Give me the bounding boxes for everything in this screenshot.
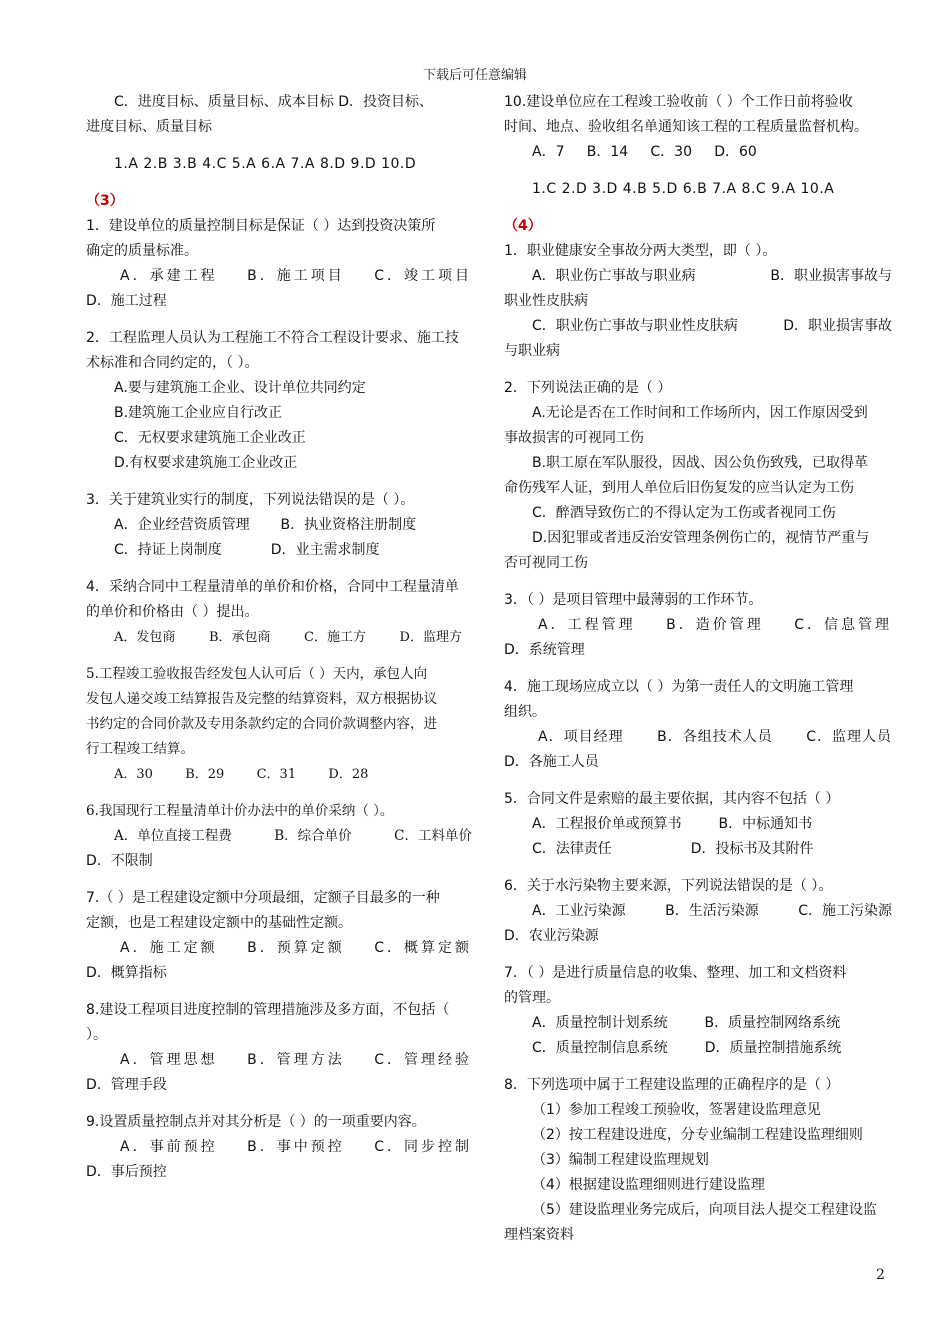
- question-text: 8.建设工程项目进度控制的管理措施涉及多方面，不包括（: [86, 1002, 450, 1018]
- option-d: D．农业污染源: [504, 928, 599, 944]
- question-text: 7．（ ）是进行质量信息的收集、整理、加工和文档资料: [504, 965, 847, 981]
- option-a: A．承建工程: [120, 268, 218, 284]
- question-4-1: [504, 239, 892, 364]
- question-text: 1．职业健康安全事故分两大类型，即（ ）。: [504, 243, 777, 259]
- question-text: 确定的质量标准。: [86, 243, 198, 259]
- option-a: A．施工定额: [120, 940, 218, 956]
- option-d: D．质量控制措施系统: [704, 1040, 842, 1056]
- option-b: B．中标通知书: [718, 816, 813, 832]
- option-d: D．事后预控: [86, 1164, 167, 1180]
- question-text: 8．下列选项中属于工程建设监理的正确程序的是（ ）: [504, 1077, 840, 1093]
- option-d: D.因犯罪或者违反治安管理条例伤亡的，视情节严重与: [532, 530, 870, 546]
- options-row: [86, 264, 472, 289]
- question-text: 4．施工现场应成立以（ ）为第一责任人的文明施工管理: [504, 679, 854, 695]
- option-d: D．系统管理: [504, 642, 585, 658]
- option-a: A．发包商: [114, 630, 176, 645]
- options-row: [86, 936, 472, 961]
- question-text: 时间、地点、验收组名单通知该工程的工程质量监督机构。: [504, 119, 868, 135]
- question-3-3: [86, 488, 472, 563]
- options-row: [86, 538, 472, 563]
- page-number: 2: [876, 1267, 885, 1283]
- answer-key-prev: 1.A 2.B 3.B 4.C 5.A 6.A 7.A 8.D 9.D 10.D: [114, 156, 417, 172]
- list-item: （5）建设监理业务完成后，向项目法人提交工程建设监: [532, 1202, 877, 1218]
- options-row: [86, 1048, 472, 1073]
- option-b: B．施工项目: [247, 268, 345, 284]
- option-c: C．监理人员: [806, 729, 892, 745]
- option-d: D．投标书及其附件: [690, 841, 814, 857]
- option-d: D．业主需求制度: [270, 542, 380, 558]
- question-4-3: [504, 588, 892, 663]
- question-4-8: [504, 1073, 892, 1248]
- question-text: 发包人递交竣工结算报告及完整的结算资料，双方根据协议: [86, 691, 437, 707]
- option-c: C．概算定额: [374, 940, 472, 956]
- option-c: C．质量控制信息系统: [532, 1040, 668, 1056]
- option-b: B．综合单价: [274, 828, 352, 844]
- list-item: （3）编制工程建设监理规划: [532, 1152, 709, 1168]
- question-text: 3．（ ）是项目管理中最薄弱的工作环节。: [504, 592, 763, 608]
- options-row: [86, 1135, 472, 1160]
- option-b: B．质量控制网络系统: [704, 1015, 841, 1031]
- prev-question-options-line2: 进度目标、质量目标: [86, 119, 212, 135]
- question-text: 10.建设单位应在工程竣工验收前（ ）个工作日前将验收: [504, 94, 853, 110]
- option-d: D．监理方: [399, 630, 462, 645]
- options-row: [504, 1011, 892, 1036]
- option-d: D．管理手段: [86, 1077, 167, 1093]
- option-b: B．承包商: [208, 630, 271, 645]
- options-row: [504, 1036, 892, 1061]
- option-c: C．施工污染源: [798, 903, 892, 919]
- list-item-cont: 理档案资料: [504, 1227, 574, 1243]
- option-d: D．各施工人员: [504, 754, 599, 770]
- option-b-cont: 职业性皮肤病: [504, 293, 588, 309]
- question-text: 定额，也是工程建设定额中的基础性定额。: [86, 915, 352, 931]
- question-text: 3．关于建筑业实行的制度，下列说法错误的是（ ）。: [86, 492, 415, 508]
- option-a: A．职业伤亡事故与职业病: [532, 268, 696, 284]
- question-3-8: [86, 998, 472, 1098]
- prev-question-options-line1: C．进度目标、质量目标、成本目标 D．投资目标、: [114, 94, 434, 110]
- option-b-cont: 命伤残军人证，到用人单位后旧伤复发的应当认定为工伤: [504, 480, 854, 496]
- question-3-1: [86, 214, 472, 314]
- options-row: [504, 899, 892, 924]
- question-text: 5．合同文件是索赔的最主要依据，其内容不包括（ ）: [504, 791, 840, 807]
- options-row: [86, 824, 472, 849]
- question-text: 书约定的合同价款及专用条款约定的合同价款调整内容，进: [86, 716, 437, 732]
- options-row: [504, 613, 892, 638]
- option-a-cont: 事故损害的可视同工伤: [504, 430, 644, 446]
- option-d: D．职业损害事故: [783, 318, 892, 334]
- options-row: A．7 B．14 C．30 D．60: [532, 144, 757, 160]
- question-3-5: [86, 662, 472, 787]
- section-heading-4: （4）: [504, 218, 542, 234]
- options-row: [504, 812, 892, 837]
- option-d: D．施工过程: [86, 293, 167, 309]
- question-text: 9.设置质量控制点并对其分析是（ ）的一项重要内容。: [86, 1114, 426, 1130]
- option-b: B．职业损害事故与: [770, 268, 892, 284]
- option-a: A.无论是否在工作时间和工作场所内，因工作原因受到: [532, 405, 868, 421]
- question-text: 行工程竣工结算。: [86, 741, 194, 757]
- option-a: A．单位直接工程费: [114, 828, 232, 844]
- options-row: [86, 762, 472, 787]
- question-text: 2．工程监理人员认为工程施工不符合工程设计要求、施工技: [86, 330, 459, 346]
- right-column: [504, 90, 892, 1248]
- option-c: C．无权要求建筑施工企业改正: [114, 430, 306, 446]
- section-heading-3: （3）: [86, 193, 124, 209]
- option-c: C．醉酒导致伤亡的不得认定为工伤或者视同工伤: [532, 505, 836, 521]
- option-c: C．管理经验: [374, 1052, 472, 1068]
- option-b: B．预算定额: [247, 940, 345, 956]
- option-c: C．31: [256, 767, 297, 782]
- question-4-7: [504, 961, 892, 1061]
- option-a: A.要与建筑施工企业、设计单位共同约定: [114, 380, 366, 396]
- option-d: D.有权要求建筑施工企业改正: [114, 455, 298, 471]
- option-c: C．施工方: [304, 630, 366, 645]
- option-c: C．信息管理: [794, 617, 892, 633]
- question-3-9: [86, 1110, 472, 1185]
- question-text: ）。: [86, 1027, 107, 1043]
- question-3-2: [86, 326, 472, 476]
- options-row: [504, 314, 892, 339]
- question-text: 7.（ ）是工程建设定额中分项最细，定额子目最多的一种: [86, 890, 440, 906]
- question-text: 2．下列说法正确的是（ ）: [504, 380, 672, 396]
- question-3-7: [86, 886, 472, 986]
- option-a: A．质量控制计划系统: [532, 1015, 668, 1031]
- question-text: 6.我国现行工程量清单计价办法中的单价采纳（ ）。: [86, 803, 394, 819]
- question-text: 术标准和合同约定的，（ ）。: [86, 355, 259, 371]
- question-text: 组织。: [504, 704, 546, 720]
- option-b: B.职工原在军队服役，因战、因公负伤致残，已取得革: [532, 455, 869, 471]
- option-b: B．执业资格注册制度: [280, 517, 417, 533]
- option-d-cont: 与职业病: [504, 343, 560, 359]
- option-c: C．工料单价: [394, 828, 472, 844]
- option-c: C．同步控制: [374, 1139, 472, 1155]
- option-c: C．持证上岗制度: [114, 542, 222, 558]
- option-b: B．生活污染源: [665, 903, 759, 919]
- question-text: 6．关于水污染物主要来源，下列说法错误的是（ ）。: [504, 878, 833, 894]
- option-a: A．工程报价单或预算书: [532, 816, 682, 832]
- answer-key-section-3: 1.C 2.D 3.D 4.B 5.D 6.B 7.A 8.C 9.A 10.A: [532, 181, 835, 197]
- page-header: 下载后可任意编辑: [422, 68, 527, 83]
- option-c: C．竣工项目: [374, 268, 472, 284]
- question-4-2: [504, 376, 892, 576]
- option-a: A．事前预控: [120, 1139, 218, 1155]
- option-a: A．30: [114, 767, 153, 782]
- options-row: [504, 264, 892, 289]
- options-row: [504, 725, 892, 750]
- option-d: D．不限制: [86, 853, 153, 869]
- option-a: A．项目经理: [538, 729, 624, 745]
- option-a: A．管理思想: [120, 1052, 218, 1068]
- question-3-10: [504, 90, 892, 165]
- option-a: A．企业经营资质管理: [114, 517, 250, 533]
- options-row: [86, 625, 472, 650]
- option-c: C．法律责任: [532, 841, 612, 857]
- option-a: A．工业污染源: [532, 903, 626, 919]
- option-a: A．工程管理: [538, 617, 636, 633]
- option-b: B．各组技术人员: [657, 729, 773, 745]
- option-d: D．概算指标: [86, 965, 167, 981]
- question-3-4: [86, 575, 472, 650]
- question-4-5: [504, 787, 892, 862]
- list-item: （1）参加工程竣工预验收，签署建设监理意见: [532, 1102, 821, 1118]
- question-text: 的管理。: [504, 990, 560, 1006]
- left-column: [86, 90, 472, 1185]
- option-c: C．职业伤亡事故与职业性皮肤病: [532, 318, 738, 334]
- option-b: B．事中预控: [247, 1139, 345, 1155]
- list-item: （2）按工程建设进度，分专业编制工程建设监理细则: [532, 1127, 863, 1143]
- option-b: B．29: [185, 767, 225, 782]
- option-b: B．管理方法: [247, 1052, 345, 1068]
- question-4-6: [504, 874, 892, 949]
- option-d: D．28: [328, 767, 369, 782]
- question-3-6: [86, 799, 472, 874]
- option-b: B．造价管理: [666, 617, 764, 633]
- question-text: 1．建设单位的质量控制目标是保证（ ）达到投资决策所: [86, 218, 436, 234]
- option-b: B.建筑施工企业应自行改正: [114, 405, 283, 421]
- question-text: 的单价和价格由（ ）提出。: [86, 604, 259, 620]
- question-4-4: [504, 675, 892, 775]
- option-d-cont: 否可视同工伤: [504, 555, 588, 571]
- question-text: 4．采纳合同中工程量清单的单价和价格，合同中工程量清单: [86, 579, 459, 595]
- list-item: （4）根据建设监理细则进行建设监理: [532, 1177, 765, 1193]
- options-row: [504, 837, 892, 862]
- question-text: 5.工程竣工验收报告经发包人认可后（ ）天内，承包人向: [86, 666, 428, 682]
- options-row: [86, 513, 472, 538]
